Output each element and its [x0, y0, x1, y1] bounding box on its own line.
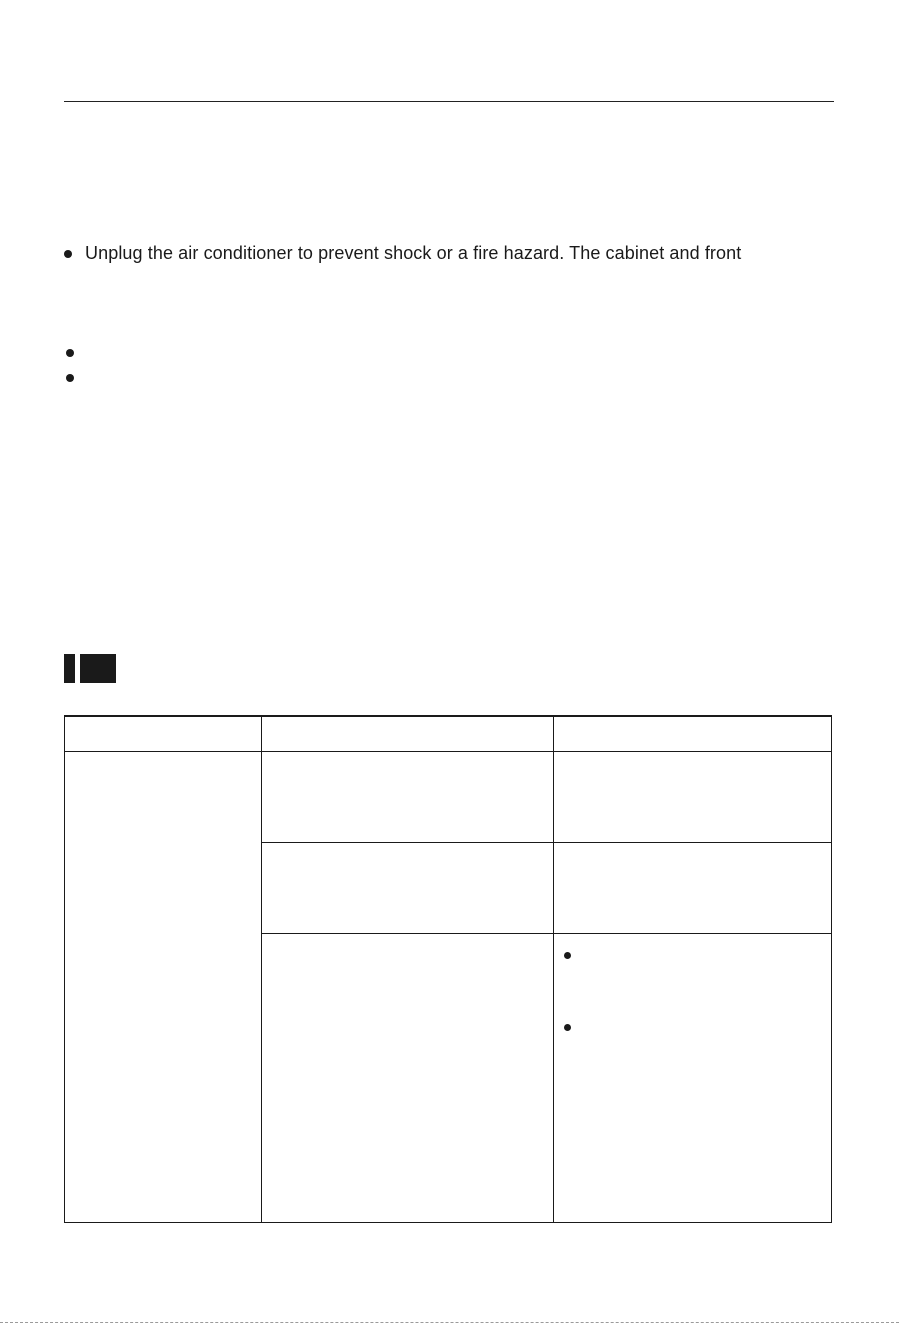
cause-cell: [262, 752, 554, 843]
solution-cell: [554, 934, 832, 1223]
bullet-item-unplug: [64, 243, 741, 264]
page-edge-dash: [0, 1322, 899, 1323]
bullet-dot-icon: [564, 952, 571, 959]
cause-cell: [262, 843, 554, 934]
section-marker-icon: [64, 654, 116, 683]
header-problem: [65, 716, 262, 752]
bullet-dot-icon: [564, 1024, 571, 1031]
solution-cell: [554, 752, 832, 843]
solution-list-item: [554, 1024, 831, 1044]
header-cause: [262, 716, 554, 752]
table-row: [65, 752, 832, 843]
solution-list-item: [554, 952, 831, 972]
header-rule: [64, 101, 834, 102]
bullet-text-unplug: Unplug the air conditioner to prevent shock or a fire hazard. The cabinet and front: [85, 243, 742, 263]
bullet-dot-icon: [66, 374, 74, 382]
bullet-dot-icon: [66, 349, 74, 357]
troubleshooting-table: [64, 715, 832, 1223]
bullet-dot-icon: [64, 250, 72, 258]
cause-cell: [262, 934, 554, 1223]
section-marker-block: [80, 654, 116, 683]
section-marker-bar: [64, 654, 75, 683]
problem-cell: [65, 752, 262, 1223]
table-header-row: [65, 716, 832, 752]
header-solution: [554, 716, 832, 752]
solution-cell: [554, 843, 832, 934]
